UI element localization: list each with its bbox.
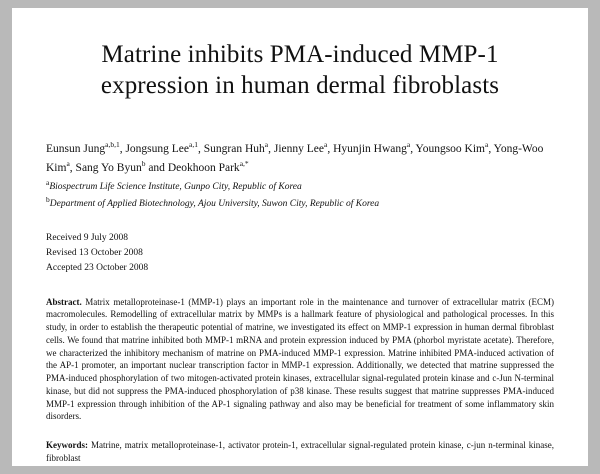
author-entry: Sungran Huh$^a$,: [203, 140, 274, 155]
author-list: [46, 139, 554, 177]
affiliation-marker: b: [46, 194, 50, 204]
affiliation-text: Biospectrum Life Science Institute, Gunpo City, Republic of Korea: [49, 182, 302, 193]
history-revised: Revised 13 October 2008: [46, 248, 143, 259]
author-entry: Eunsun Jung$^{a,b,1}$,: [46, 140, 126, 155]
abstract-text: Matrix metalloproteinase-1 (MMP-1) plays an important role in the maintenance and turnover of extracellular matrix (ECM) macromolecules. Remodelling of extracellular matrix by MMPs is a hallmark feature of physiological and pathological processes. In this study, in order to establish the therapeutic potential of matrine, we investigated its effect on MMP-1 expression in human dermal fibroblast cells. We found that matrine inhibited both MMP-1 mRNA and protein expression induced by PMA (phorbol myristate acetate). Therefore, we characterized the inhibitory mechanism of matrine on PMA-induced MMP-1 expression. Matrine inhibited PMA-induced activation of the AP-1 promoter, an important nuclear transcription factor in MMP-1 expression. Additionally, we detected that matrine suppressed the PMA-induced phosphorylation of two mitogen-activated protein kinases, extracellular signal-regulated protein kinase and c-Jun N-terminal kinase, but did not suppress the PMA-induced phosphorylation of p38 kinase. These results suggest that matrine suppresses PMA-induced MMP-1 expression through inhibition of the AP-1 signaling pathway and also may be beneficial for treatment of some inflammatory skin disorders.: [46, 296, 554, 422]
affiliation-marker: a: [46, 178, 50, 188]
keywords-label: Keywords:: [46, 440, 88, 451]
page-title: [54, 40, 546, 101]
article-history: [46, 231, 554, 275]
paper-page: [12, 8, 588, 466]
keywords-text: Matrine, matrix metalloproteinase-1, activator protein-1, extracellular signal-regulated protein kinase, c-jun n-terminal kinase, fibroblast: [46, 440, 554, 464]
history-received: Received 9 July 2008: [46, 233, 129, 244]
affiliation-b: [46, 195, 554, 212]
title-line-2: expression in human dermal fibroblasts: [100, 71, 500, 99]
affiliation-text: Department of Applied Biotechnology, Ajou University, Suwon City, Republic of Korea: [49, 198, 380, 209]
author-entry: Hyunjin Hwang$^a$,: [333, 140, 416, 155]
keywords-section: [46, 439, 554, 465]
author-entry: Yong-Woo Kim$^a$,: [46, 142, 544, 174]
author-entry: Jienny Lee$^a$,: [273, 140, 334, 155]
history-accepted: Accepted 23 October 2008: [46, 262, 149, 273]
author-entry: Jongsung Lee$^{a,1}$,: [125, 140, 204, 155]
affiliations: [46, 178, 554, 211]
author-entry: Youngsoo Kim$^a$,: [415, 140, 494, 155]
abstract-section: [46, 296, 554, 424]
affiliation-a: [46, 178, 554, 195]
title-line-1: Matrine inhibits PMA-induced MMP-1: [101, 41, 499, 68]
author-entry: Deokhoon Park$^{a,*}$: [167, 159, 249, 174]
author-entry: Sang Yo Byun$^b$ and: [75, 159, 168, 174]
abstract-label: Abstract.: [46, 296, 82, 307]
